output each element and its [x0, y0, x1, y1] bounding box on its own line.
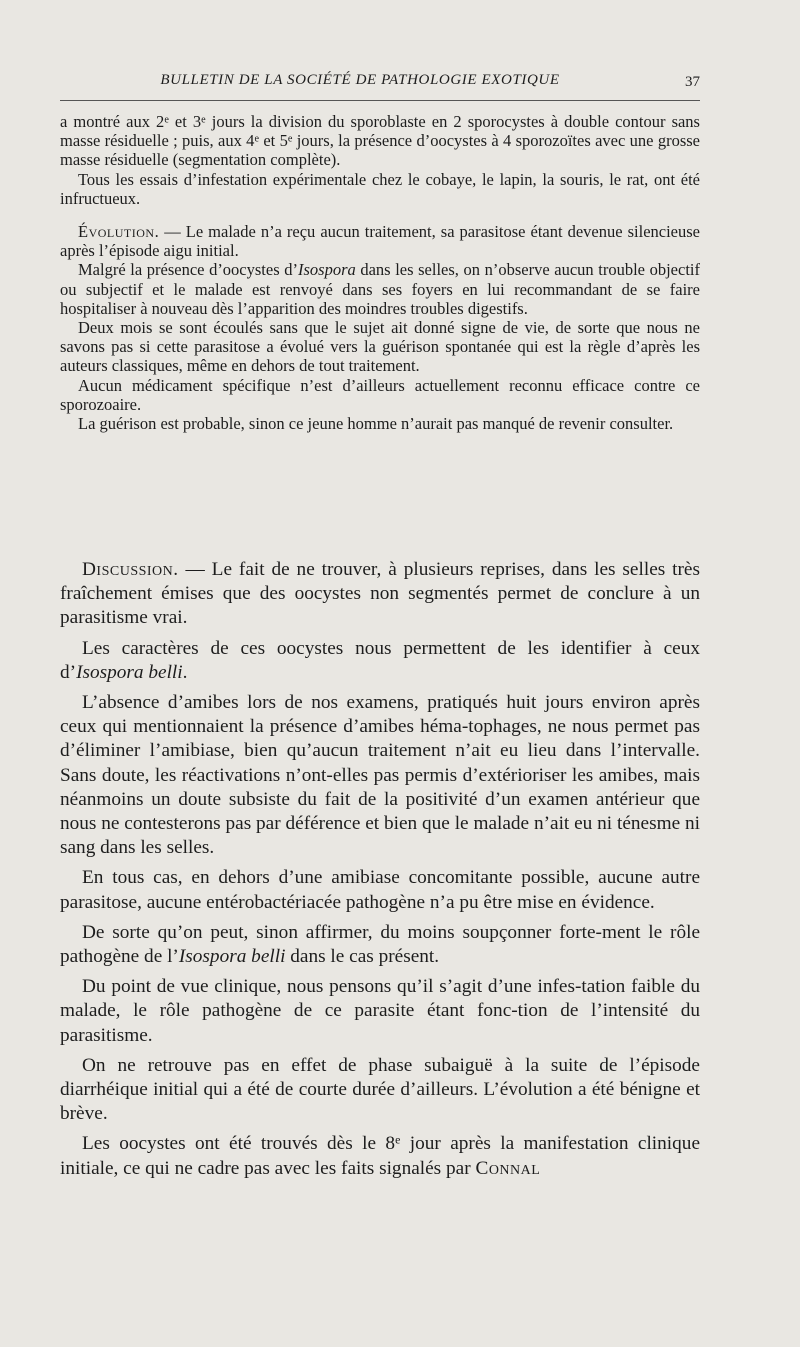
paragraph-evolution — [60, 222, 700, 260]
header-rule — [60, 100, 700, 101]
paragraph-de-sorte — [60, 921, 700, 969]
ordinal-superscript: e — [254, 133, 259, 145]
text-run: Malgré la présence d’oocystes d’ — [78, 260, 298, 280]
paragraph-absence-amibes: L’absence d’amibes lors de nos examens, pratiqués huit jours environ après ceux qui mentionnaient la présence d’amibes héma-tophages, ne nous permet pas d’éliminer l’amibiase, bien qu’aucun traitement n’ait eu lieu dans l’intervalle. Sans doute, les réactivations n’ont-elles pas permis d’extérioriser les amibes, mais néanmoins un doute subsiste du fait de la positivité d’un examen antérieur que nous ne contesterons pas par déférence et bien que le malade n’ait eu ni ténesme ni sang dans les selles. — [60, 692, 700, 859]
text-run: a montré aux 2 — [60, 112, 165, 131]
text-run: jour après la manifestation clinique initiale, ce qui ne cadre pas avec les faits signalés par — [60, 1133, 700, 1179]
text-run: . — [182, 661, 188, 683]
paragraph-malgre — [60, 260, 700, 318]
text-run: dans les selles, on n’observe aucun trouble objectif ou subjectif et le malade est renvoyé dans ses foyers en lui recommandant de se faire hospitaliser à nouveau dès l’apparition des moindres troubles digestifs. — [60, 260, 700, 318]
paragraph-discussion — [60, 558, 700, 631]
text-run: jours la division du sporoblaste en 2 sporocystes à double contour sans masse résiduelle ; puis, aux 4 — [60, 112, 700, 151]
paragraph-deux-mois: Deux mois se sont écoulés sans que le sujet ait donné signe de vie, de sorte que nous ne savons pas si cette parasitose a évolué vers la guérison spontanée qui est la règle d’après les auteurs classiques, même en dehors de tout traitement. — [60, 318, 700, 376]
ordinal-superscript: e — [164, 114, 169, 126]
text-run: dans le cas présent. — [285, 946, 440, 968]
text-run: De sorte qu’on peut, sinon affirmer, du moins soupçonner forte-ment le rôle pathogène de l’ — [60, 921, 700, 968]
text-run: Les caractères de ces oocystes nous permettent de les identifier à ceux d’ — [60, 637, 700, 683]
species-name: Isospora belli — [76, 661, 183, 683]
paragraph-phase-subaigue: On ne retrouve pas en effet de phase subaiguë à la suite de l’épisode diarrhéique initial qui a été de courte durée d’ailleurs. L’évolution a été bénigne et brève. — [60, 1054, 700, 1125]
paragraph-caracteres — [60, 637, 700, 685]
author-name: Connal — [475, 1157, 541, 1179]
section-heading-discussion: Discussion. — [82, 559, 179, 580]
page-header — [60, 72, 700, 96]
ordinal-superscript: e — [395, 1133, 401, 1148]
paragraph-sporulation — [60, 112, 700, 170]
text-run: — Le fait de ne trouver, à plusieurs reprises, dans les selles très fraîchement émises que des oocystes non segmentés permet de conclure à un parasitisme vrai. — [60, 559, 700, 629]
paragraph-clinique: Du point de vue clinique, nous pensons qu’il s’agit d’une infes-tation faible du malade, le rôle pathogène de ce parasite étant fonc-tion de l’intensité du parasitisme. — [60, 976, 700, 1046]
text-run: jours, la présence d’oocystes à 4 sporozoïtes avec une grosse masse résiduelle (segmentation complète). — [60, 131, 700, 170]
running-title: BULLETIN DE LA SOCIÉTÉ DE PATHOLOGIE EXOTIQUE — [160, 72, 560, 88]
section-discussion — [60, 558, 700, 1181]
paragraph-medicament: Aucun médicament spécifique n’est d’ailleurs actuellement reconnu efficace contre ce sporozoaire. — [60, 375, 700, 414]
section-heading-evolution: Évolution. — [78, 222, 160, 242]
paragraph-oocystes — [60, 1132, 700, 1180]
ordinal-superscript: e — [287, 133, 293, 145]
text-run: et 5 — [258, 131, 288, 151]
paragraph-infestation-trials: Tous les essais d’infestation expérimentale chez le cobaye, le lapin, la souris, le rat, ont été infructueux. — [60, 169, 700, 208]
section-results — [60, 112, 700, 433]
page-number: 37 — [685, 74, 700, 90]
paragraph-en-tous-cas: En tous cas, en dehors d’une amibiase concomitante possible, aucune autre parasitose, aucune entérobactériacée pathogène n’a pu être mise en évidence. — [60, 867, 700, 913]
species-name: Isospora — [297, 260, 356, 280]
species-name: Isospora belli — [178, 946, 286, 968]
text-run: et 3 — [168, 112, 202, 131]
text-run: Les oocystes ont été trouvés dès le 8 — [82, 1133, 396, 1155]
ordinal-superscript: e — [201, 114, 206, 126]
paragraph-guerison: La guérison est probable, sinon ce jeune homme n’aurait pas manqué de revenir consulter. — [78, 414, 674, 434]
text-run: — Le malade n’a reçu aucun traitement, sa parasitose étant devenue silencieuse après l’épisode aigu initial. — [60, 222, 700, 261]
